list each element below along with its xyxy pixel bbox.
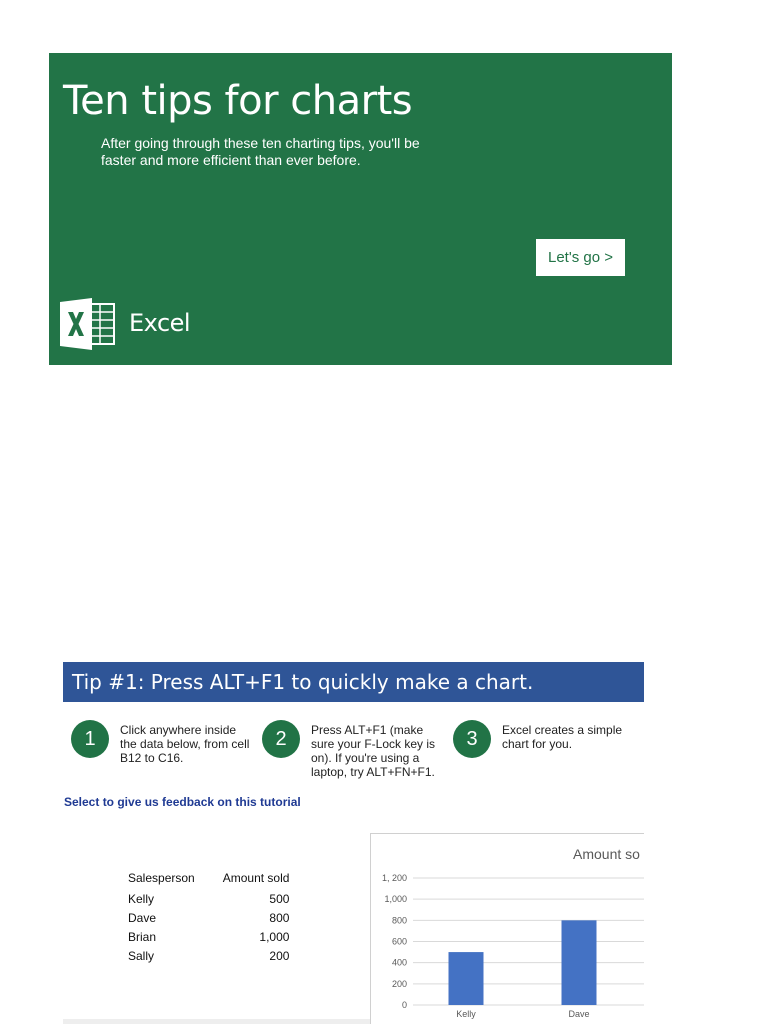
tip-banner [63,662,644,702]
excel-brand-name: Excel [129,309,191,337]
cell-amount[interactable]: 200 [269,948,290,963]
excel-logo-icon [60,298,120,350]
step-number-badge: 3 [453,720,491,758]
hero-subtitle: After going through these ten charting tips, you'll be faster and more efficient than ever before. [101,135,420,168]
cell-amount[interactable]: 1,000 [259,929,290,944]
y-tick-label: 1,000 [384,894,407,905]
sales-data-table[interactable] [124,867,293,965]
lets-go-button[interactable]: Let's go > [536,239,625,276]
table-header-row [124,867,293,889]
hero-banner [49,53,672,365]
chart-canvas [371,834,644,1024]
cell-salesperson[interactable]: Dave [128,910,157,925]
cell-salesperson[interactable]: Sally [128,948,155,963]
bottom-divider [63,1019,370,1024]
step-text: Click anywhere inside the data below, from cell B12 to C16. [120,723,250,765]
header-amount-sold[interactable]: Amount sold [222,871,290,885]
step-text: Press ALT+F1 (make sure your F-Lock key is on). If you're using a laptop, try ALT+FN+F1. [311,723,436,779]
y-tick-label: 400 [391,957,407,968]
header-salesperson[interactable]: Salesperson [128,871,195,885]
y-tick-label: 0 [401,1000,407,1010]
y-tick-label: 600 [391,936,407,947]
feedback-link[interactable]: Select to give us feedback on this tutorial [64,795,301,809]
cell-salesperson[interactable]: Brian [128,929,157,944]
hero-title: Ten tips for charts [63,78,413,124]
chart-bar [562,920,597,1005]
y-tick-label: 200 [391,978,407,989]
table-row [124,927,293,946]
step-number-badge: 1 [71,720,109,758]
step-number-badge: 2 [262,720,300,758]
cell-salesperson[interactable]: Kelly [128,891,155,906]
table-row [124,946,293,965]
amount-sold-chart[interactable] [370,833,644,1024]
table-row [124,908,293,927]
chart-bar [449,952,484,1005]
cell-amount[interactable]: 800 [269,910,290,925]
x-tick-label: Dave [568,1009,590,1019]
y-tick-label: 800 [391,915,407,926]
table-row [124,889,293,908]
step-text: Excel creates a simple chart for you. [502,723,623,751]
chart-title: Amount so [573,846,640,862]
tip-title: Tip #1: Press ALT+F1 to quickly make a chart. [72,670,534,694]
cell-amount[interactable]: 500 [269,891,290,906]
y-tick-label: 1, 200 [381,873,407,883]
x-tick-label: Kelly [456,1009,476,1019]
